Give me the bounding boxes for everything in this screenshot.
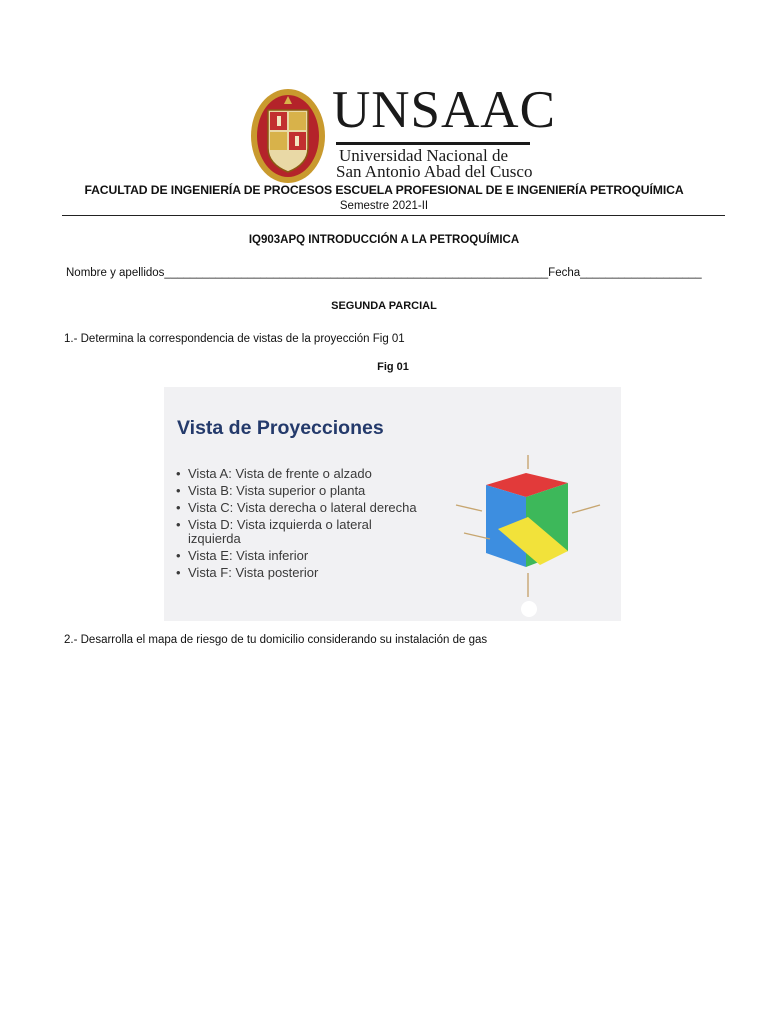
view-item-e: • Vista E: Vista inferior bbox=[176, 549, 418, 563]
university-seal-icon bbox=[250, 88, 326, 184]
name-date-line: Nombre y apellidos____________________________________________________________Fecha___________________ bbox=[66, 267, 702, 279]
projection-figure bbox=[164, 387, 621, 621]
view-item-b: • Vista B: Vista superior o planta bbox=[176, 484, 418, 498]
viewpoint-marker bbox=[521, 601, 537, 617]
figure-title: Vista de Proyecciones bbox=[177, 417, 384, 439]
projection-cube-icon bbox=[444, 447, 604, 617]
course-title: IQ903APQ INTRODUCCIÓN A LA PETROQUÍMICA bbox=[248, 234, 520, 246]
university-acronym: UNSAAC bbox=[332, 81, 556, 139]
university-name-line1: Universidad Nacional de bbox=[339, 146, 508, 165]
projection-views-list bbox=[176, 467, 418, 583]
figure-label: Fig 01 bbox=[377, 361, 409, 373]
logo-divider bbox=[336, 142, 530, 145]
question-2: 2.- Desarrolla el mapa de riesgo de tu domicilio considerando su instalación de gas bbox=[64, 634, 488, 646]
faculty-heading: FACULTAD DE INGENIERÍA DE PROCESOS ESCUELA PROFESIONAL DE E INGENIERÍA PETROQUÍMICA bbox=[84, 183, 684, 197]
view-item-c: • Vista C: Vista derecha o lateral derecha bbox=[176, 501, 418, 515]
semester-label: Semestre 2021-II bbox=[339, 200, 429, 212]
view-item-d: • Vista D: Vista izquierda o lateral izquierda bbox=[176, 518, 418, 546]
view-item-a: • Vista A: Vista de frente o alzado bbox=[176, 467, 418, 481]
exam-title: SEGUNDA PARCIAL bbox=[331, 300, 437, 312]
question-1: 1.- Determina la correspondencia de vistas de la proyección Fig 01 bbox=[64, 333, 405, 345]
arrow-right bbox=[572, 505, 600, 513]
university-name-line2: San Antonio Abad del Cusco bbox=[336, 162, 533, 181]
header-divider bbox=[62, 215, 725, 216]
view-item-f: • Vista F: Vista posterior bbox=[176, 566, 418, 580]
arrow-left bbox=[456, 505, 482, 511]
